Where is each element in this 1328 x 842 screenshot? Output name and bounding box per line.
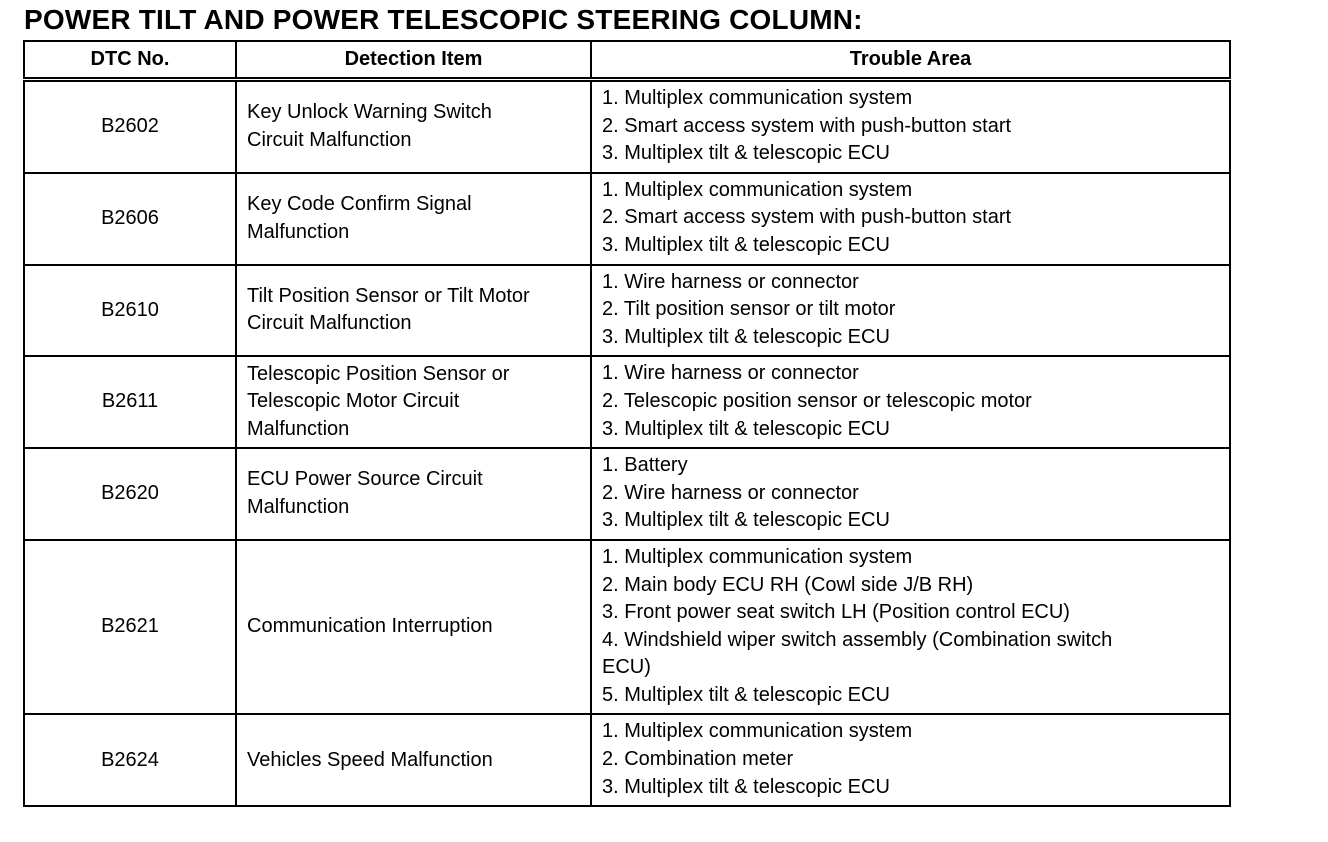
trouble-area-cell	[591, 714, 1230, 806]
trouble-area-cell	[591, 356, 1230, 448]
detection-item-cell	[236, 540, 591, 715]
page-title: POWER TILT AND POWER TELESCOPIC STEERING COLUMN:	[24, 4, 863, 35]
dtc-code-cell: B2620	[24, 448, 236, 540]
column-header-detection-item: Detection Item	[236, 41, 591, 80]
detection-item-line: Circuit Malfunction	[247, 312, 412, 335]
detection-item-cell	[236, 356, 591, 448]
detection-item-line: Key Unlock Warning Switch	[247, 101, 492, 124]
detection-item-line: Circuit Malfunction	[247, 128, 412, 151]
detection-item-line: Malfunction	[247, 496, 350, 519]
trouble-area-line: 1. Multiplex communication system	[602, 720, 913, 743]
trouble-area-line: 3. Multiplex tilt & telescopic ECU	[602, 417, 890, 440]
trouble-area-line: 5. Multiplex tilt & telescopic ECU	[602, 683, 890, 706]
trouble-area-line: 2. Wire harness or connector	[602, 481, 859, 504]
detection-item-cell	[236, 714, 591, 806]
trouble-area-cell	[591, 448, 1230, 540]
table-row	[24, 173, 1230, 265]
trouble-area-line: 3. Multiplex tilt & telescopic ECU	[602, 233, 890, 256]
detection-item-line: Key Code Confirm Signal	[247, 193, 472, 216]
trouble-area-line: 1. Multiplex communication system	[602, 545, 913, 568]
table-row	[24, 80, 1230, 173]
detection-item-cell	[236, 173, 591, 265]
trouble-area-line: 1. Wire harness or connector	[602, 270, 859, 293]
trouble-area-line: 2. Tilt position sensor or tilt motor	[602, 298, 896, 321]
detection-item-line: ECU Power Source Circuit	[247, 468, 483, 491]
trouble-area-line: 1. Multiplex communication system	[602, 178, 913, 201]
detection-item-line: Telescopic Position Sensor or	[247, 362, 510, 385]
trouble-area-line: 3. Front power seat switch LH (Position control ECU)	[602, 601, 1070, 624]
trouble-area-line: 2. Smart access system with push-button start	[602, 206, 1012, 229]
dtc-table	[23, 40, 1231, 807]
trouble-area-line: 2. Combination meter	[602, 748, 794, 771]
trouble-area-line: 3. Multiplex tilt & telescopic ECU	[602, 775, 890, 798]
column-header-trouble-area: Trouble Area	[591, 41, 1230, 80]
table-row	[24, 714, 1230, 806]
dtc-code-cell: B2602	[24, 80, 236, 173]
table-row	[24, 540, 1230, 715]
detection-item-cell	[236, 265, 591, 357]
table-row	[24, 265, 1230, 357]
detection-item-cell	[236, 80, 591, 173]
trouble-area-line: 1. Battery	[602, 454, 688, 477]
dtc-code-cell: B2611	[24, 356, 236, 448]
trouble-area-line: 1. Wire harness or connector	[602, 362, 859, 385]
dtc-code-cell: B2610	[24, 265, 236, 357]
trouble-area-cell	[591, 80, 1230, 173]
dtc-code-cell: B2621	[24, 540, 236, 715]
table-row	[24, 356, 1230, 448]
dtc-code-cell: B2606	[24, 173, 236, 265]
detection-item-line: Malfunction	[247, 220, 350, 243]
dtc-code-cell: B2624	[24, 714, 236, 806]
detection-item-line: Communication Interruption	[247, 615, 493, 638]
trouble-area-line: 2. Smart access system with push-button start	[602, 114, 1012, 137]
trouble-area-line: 3. Multiplex tilt & telescopic ECU	[602, 325, 890, 348]
table-body	[24, 80, 1230, 807]
trouble-area-line: 2. Main body ECU RH (Cowl side J/B RH)	[602, 573, 974, 596]
trouble-area-cell	[591, 540, 1230, 715]
detection-item-line: Tilt Position Sensor or Tilt Motor	[247, 284, 530, 307]
column-header-dtc-no: DTC No.	[24, 41, 236, 80]
table-row	[24, 448, 1230, 540]
trouble-area-line: ECU)	[602, 656, 651, 679]
detection-item-cell	[236, 448, 591, 540]
detection-item-line: Vehicles Speed Malfunction	[247, 748, 493, 771]
detection-item-line: Malfunction	[247, 418, 350, 441]
trouble-area-line: 2. Telescopic position sensor or telescopic motor	[602, 389, 1032, 412]
trouble-area-cell	[591, 265, 1230, 357]
detection-item-line: Telescopic Motor Circuit	[247, 390, 460, 413]
trouble-area-line: 4. Windshield wiper switch assembly (Combination switch	[602, 628, 1113, 651]
table-header-row	[24, 41, 1230, 80]
trouble-area-line: 1. Multiplex communication system	[602, 87, 913, 109]
trouble-area-line: 3. Multiplex tilt & telescopic ECU	[602, 142, 890, 165]
trouble-area-line: 3. Multiplex tilt & telescopic ECU	[602, 509, 890, 532]
trouble-area-cell	[591, 173, 1230, 265]
